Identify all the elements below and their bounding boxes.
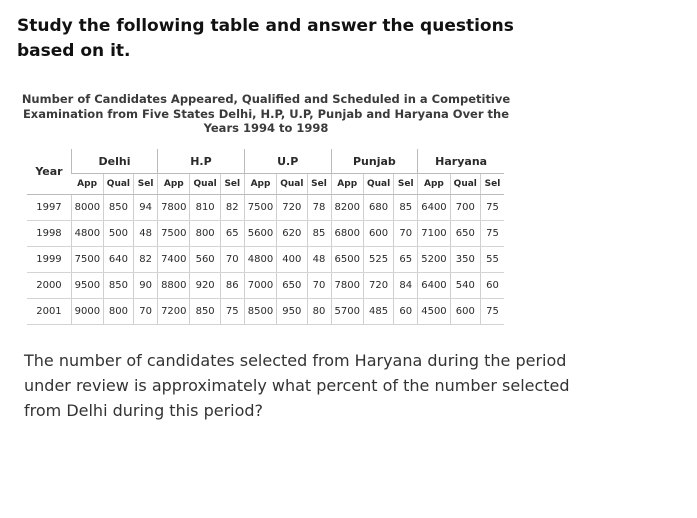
sub-header-sel: Sel	[394, 174, 418, 195]
sub-header-qual: Qual	[450, 174, 480, 195]
table-cell: 680	[363, 195, 393, 221]
table-cell: 4800	[71, 221, 103, 247]
year-cell: 2001	[27, 299, 71, 325]
table-cell: 48	[134, 221, 158, 247]
table-cell: 90	[134, 273, 158, 299]
sub-header-app: App	[331, 174, 363, 195]
sub-header-qual: Qual	[363, 174, 393, 195]
sub-header-app: App	[158, 174, 190, 195]
table-cell: 720	[277, 195, 307, 221]
table-cell: 75	[480, 221, 504, 247]
state-header-row	[27, 149, 504, 174]
table-cell: 800	[103, 299, 133, 325]
table-cell: 620	[277, 221, 307, 247]
table-row	[27, 299, 504, 325]
table-cell: 650	[450, 221, 480, 247]
table-cell: 950	[277, 299, 307, 325]
table-cell: 4500	[418, 299, 450, 325]
table-cell: 485	[363, 299, 393, 325]
table-cell: 6800	[331, 221, 363, 247]
table-cell: 5600	[244, 221, 276, 247]
page-heading: Study the following table and answer the questions based on it.	[17, 16, 514, 61]
table-cell: 6400	[418, 273, 450, 299]
table-cell: 920	[190, 273, 220, 299]
table-cell: 640	[103, 247, 133, 273]
table-cell: 80	[307, 299, 331, 325]
table-caption: Number of Candidates Appeared, Qualified and Scheduled in a Competitive Examination from Five States Delhi, H.P, U.P, Punjab and Haryana Over the Years 1994 to 1998	[21, 92, 511, 135]
table-cell: 7100	[418, 221, 450, 247]
table-cell: 500	[103, 221, 133, 247]
question-text: The number of candidates selected from Haryana during the period under review is approximately what percent of the number selected from Delhi during this period?	[24, 351, 570, 420]
table-row	[27, 221, 504, 247]
year-cell: 1999	[27, 247, 71, 273]
data-table	[27, 149, 504, 325]
table-cell: 7500	[158, 221, 190, 247]
sub-header-sel: Sel	[134, 174, 158, 195]
year-cell: 1998	[27, 221, 71, 247]
table-cell: 9000	[71, 299, 103, 325]
table-cell: 9500	[71, 273, 103, 299]
table-cell: 810	[190, 195, 220, 221]
table-cell: 85	[394, 195, 418, 221]
state-header-hp: H.P	[158, 149, 245, 174]
sub-header-app: App	[418, 174, 450, 195]
table-cell: 4800	[244, 247, 276, 273]
table-cell: 8000	[71, 195, 103, 221]
table-cell: 65	[394, 247, 418, 273]
table-cell: 800	[190, 221, 220, 247]
table-cell: 8200	[331, 195, 363, 221]
table-cell: 700	[450, 195, 480, 221]
year-cell: 2000	[27, 273, 71, 299]
state-header-delhi: Delhi	[71, 149, 157, 174]
table-cell: 850	[103, 273, 133, 299]
table-cell: 70	[220, 247, 244, 273]
table-cell: 86	[220, 273, 244, 299]
table-cell: 560	[190, 247, 220, 273]
table-cell: 7500	[244, 195, 276, 221]
table-cell: 7800	[331, 273, 363, 299]
table-cell: 60	[394, 299, 418, 325]
table-row	[27, 195, 504, 221]
state-header-up: U.P	[244, 149, 331, 174]
table-cell: 78	[307, 195, 331, 221]
table-cell: 70	[394, 221, 418, 247]
table-row	[27, 247, 504, 273]
sub-header-sel: Sel	[220, 174, 244, 195]
table-cell: 84	[394, 273, 418, 299]
table-cell: 65	[220, 221, 244, 247]
table-cell: 400	[277, 247, 307, 273]
table-cell: 650	[277, 273, 307, 299]
table-cell: 70	[307, 273, 331, 299]
table-cell: 8500	[244, 299, 276, 325]
table-cell: 70	[134, 299, 158, 325]
sub-header-sel: Sel	[307, 174, 331, 195]
table-cell: 5700	[331, 299, 363, 325]
table-cell: 5200	[418, 247, 450, 273]
sub-header-row	[27, 174, 504, 195]
sub-header-app: App	[71, 174, 103, 195]
sub-header-qual: Qual	[103, 174, 133, 195]
sub-header-qual: Qual	[277, 174, 307, 195]
table-cell: 48	[307, 247, 331, 273]
table-cell: 75	[480, 299, 504, 325]
table-cell: 85	[307, 221, 331, 247]
table-cell: 75	[220, 299, 244, 325]
state-header-punjab: Punjab	[331, 149, 418, 174]
table-cell: 55	[480, 247, 504, 273]
table-cell: 7500	[71, 247, 103, 273]
table-cell: 720	[363, 273, 393, 299]
table-cell: 82	[134, 247, 158, 273]
table-cell: 6500	[331, 247, 363, 273]
table-cell: 600	[450, 299, 480, 325]
table-cell: 525	[363, 247, 393, 273]
table-cell: 850	[103, 195, 133, 221]
table-cell: 350	[450, 247, 480, 273]
table-cell: 75	[480, 195, 504, 221]
table-cell: 94	[134, 195, 158, 221]
table-cell: 7000	[244, 273, 276, 299]
table-cell: 540	[450, 273, 480, 299]
table-cell: 8800	[158, 273, 190, 299]
table-cell: 850	[190, 299, 220, 325]
table-cell: 7400	[158, 247, 190, 273]
year-cell: 1997	[27, 195, 71, 221]
table-cell: 7800	[158, 195, 190, 221]
table-cell: 6400	[418, 195, 450, 221]
table-cell: 60	[480, 273, 504, 299]
state-header-haryana: Haryana	[418, 149, 504, 174]
table-row	[27, 273, 504, 299]
table-cell: 82	[220, 195, 244, 221]
sub-header-app: App	[244, 174, 276, 195]
year-column-header: Year	[27, 149, 71, 195]
sub-header-sel: Sel	[480, 174, 504, 195]
sub-header-qual: Qual	[190, 174, 220, 195]
table-cell: 7200	[158, 299, 190, 325]
table-cell: 600	[363, 221, 393, 247]
